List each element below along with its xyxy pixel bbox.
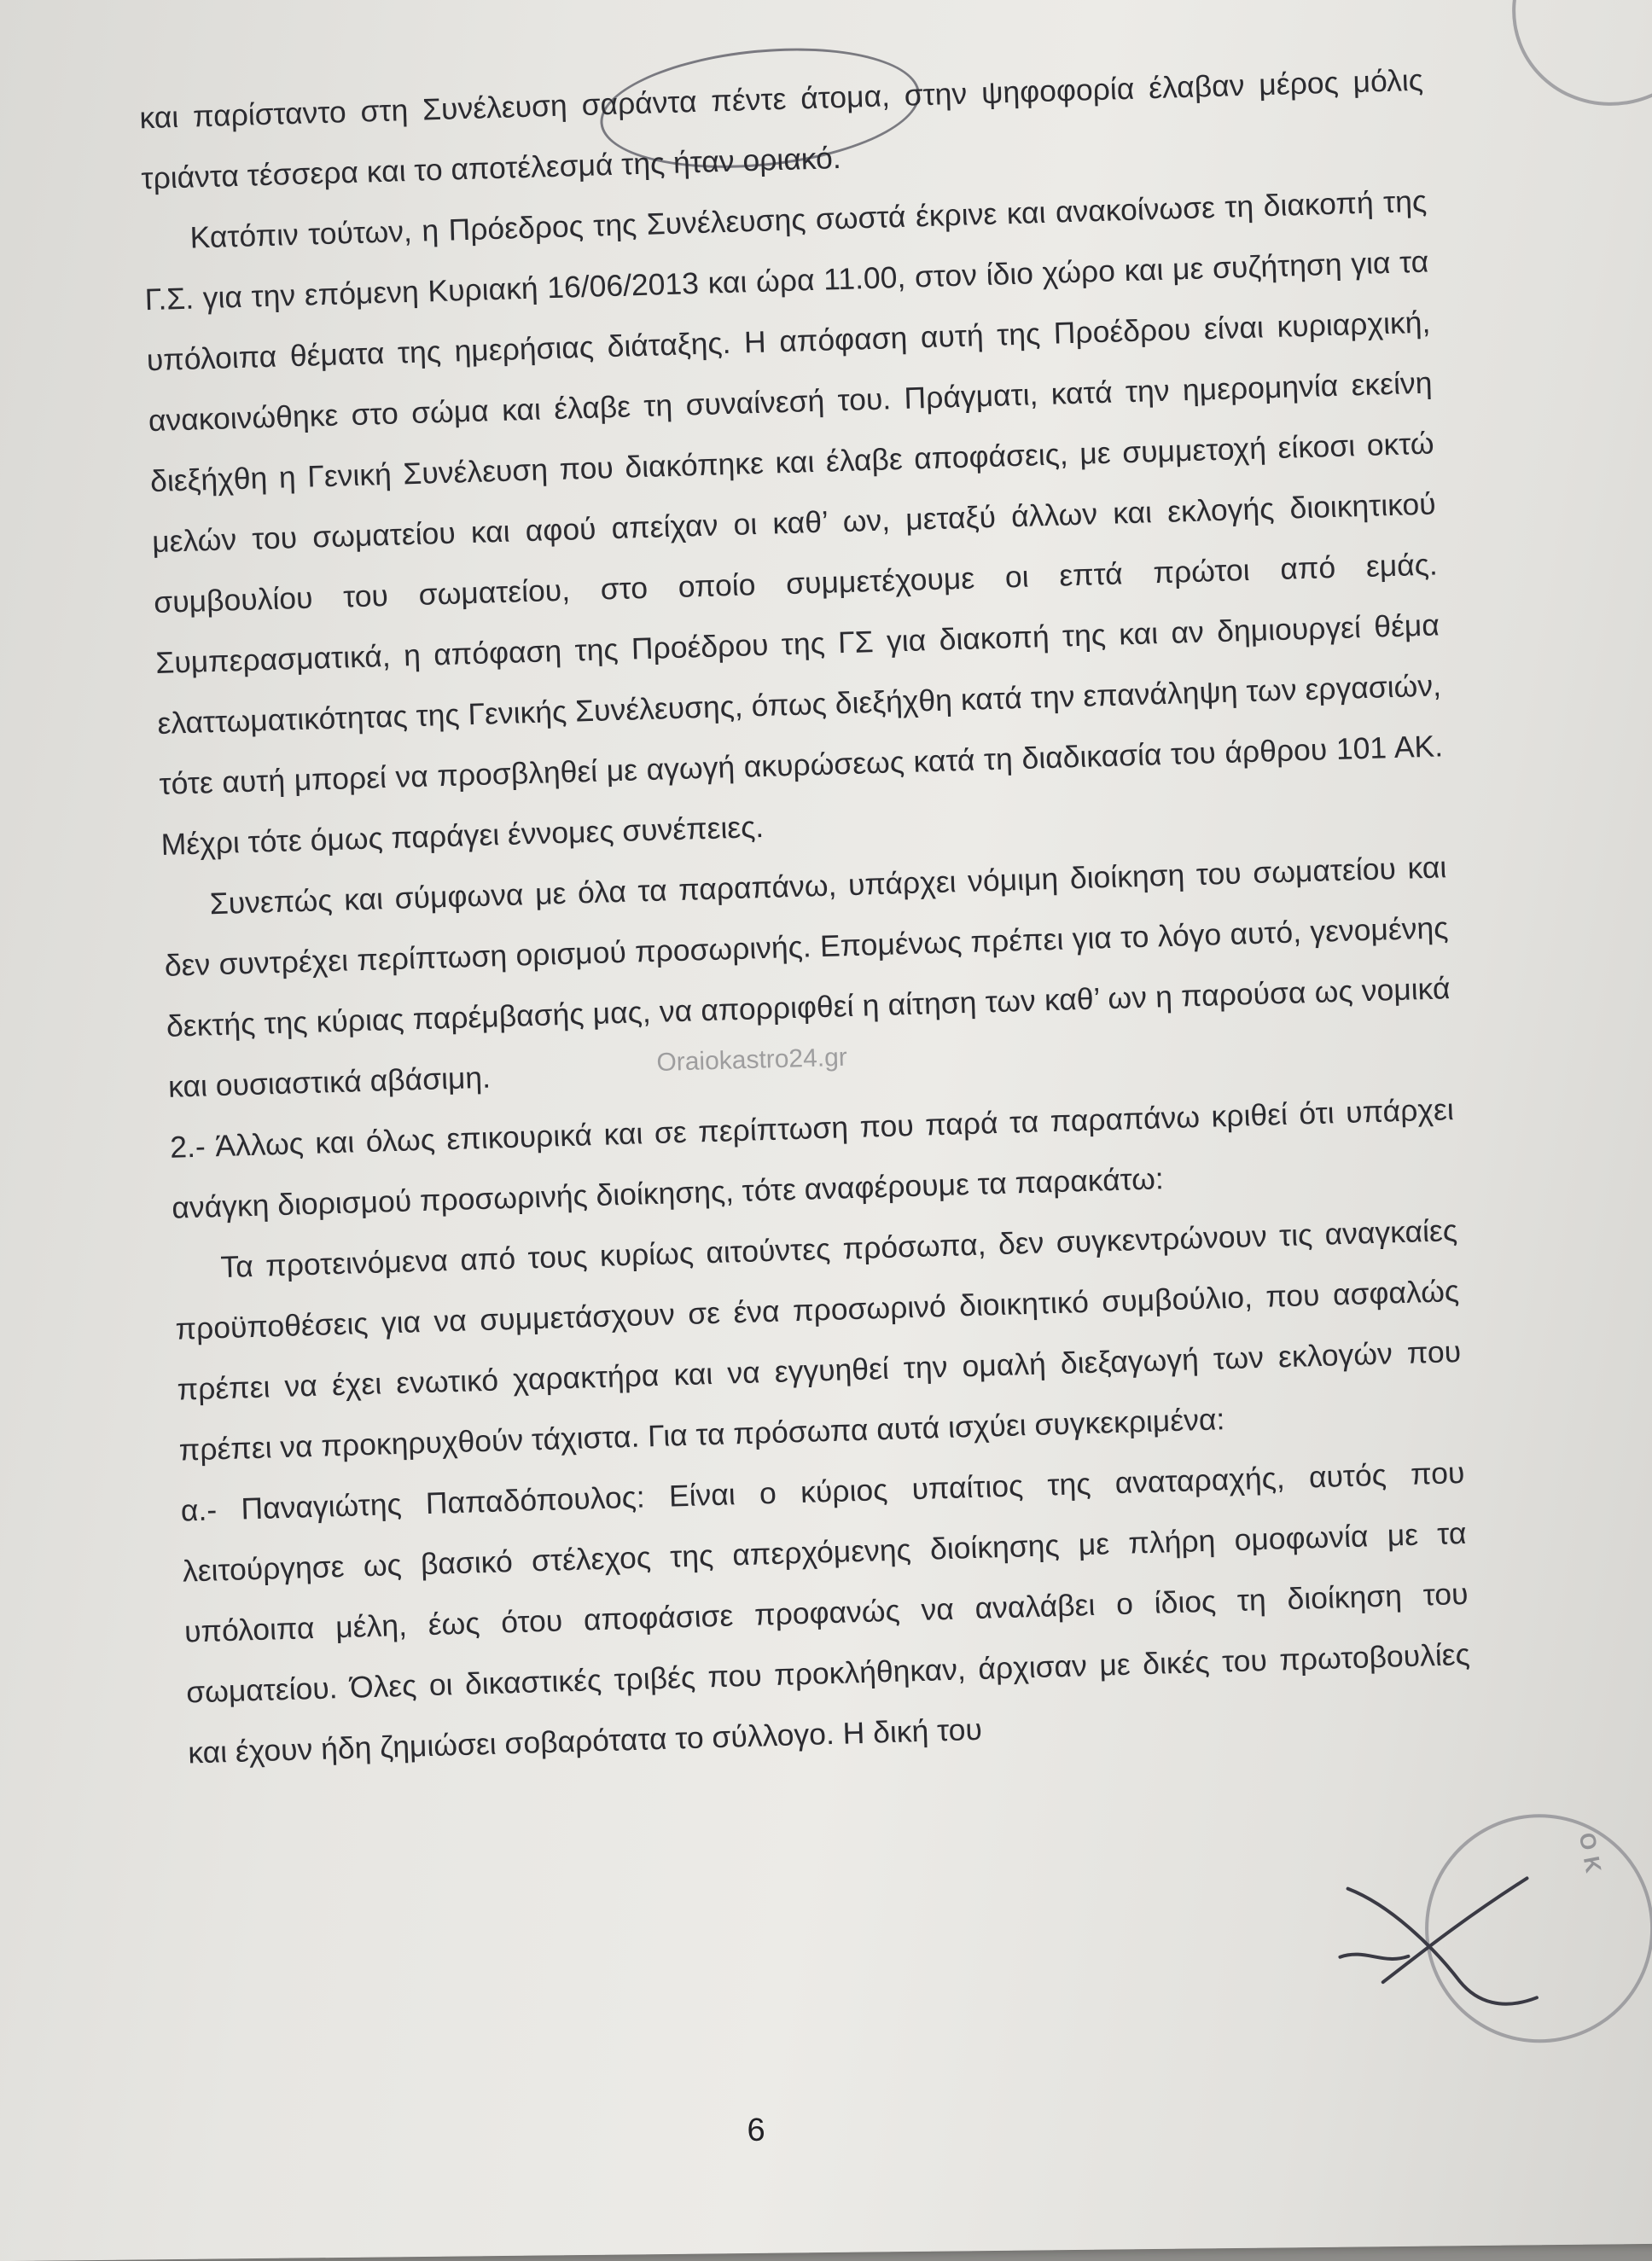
paragraph-continuation: και παρίσταντο στη Συνέλευση σαράντα πέντε άτομα, στην ψηφοφορία έλαβαν μέρος μόλις τριάντα τέσσερα και το αποτέλεσμά της ήταν οριακό. <box>138 62 1424 196</box>
stamp-bottom-right: ΟΚ <box>1406 1795 1652 2062</box>
document-body <box>138 50 1472 1784</box>
paragraph-decision: Κατόπιν τούτων, η Πρόεδρος της Συνέλευσης σωστά έκρινε και ανακοίνωσε τη διακοπή της Γ.Σ. για την επόμενη Κυριακή 16/06/2013 και ώρα 11.00, στον ίδιο χώρο και με συζήτηση για τα υπόλοιπα θέματα της ημερήσιας διάταξης. Η απόφαση αυτή της Προέδρου είναι κυριαρχική, ανακοινώθηκε στο σώμα και έλαβε τη συναίνεσή του. Πράγματι, κατά την ημερομηνία εκείνη διεξήχθη η Γενική Συνέλευση που διακόπηκε και έλαβε αποφάσεις, με συμμετοχή είκοσι οκτώ μελών του σωματείου και αφού απείχαν οι καθ’ ων, μεταξύ άλλων και εκλογής διοικητικού συμβουλίου του σωματείου, στο οποίο συμμετέχουμε οι επτά πρώτοι από εμάς. Συμπερασματικά, η απόφαση της Προέδρου της ΓΣ για διακοπή της και αν δημιουργεί θέμα ελαττωματικότητας της Γενικής Συνέλευσης, όπως διεξήχθη κατά την επανάληψη των εργασιών, τότε αυτή μπορεί να προσβληθεί με αγωγή ακυρώσεως κατά τη διαδικασία του άρθρου 101 ΑΚ. Μέχρι τότε όμως παράγει έννομες συνέπειες. <box>144 183 1444 862</box>
paragraph-conclusion: Συνεπώς και σύμφωνα με όλα τα παραπάνω, υπάρχει νόμιμη διοίκηση του σωματείου και δεν συντρέχει περίπτωση ορισμού προσωρινής. Επομένως πρέπει για το λόγο αυτό, γενομένης δεκτής της κύριας παρέμβασής μας, να απορριφθεί η αίτηση των καθ’ ων η παρούσα ως νομικά και ουσιαστικά αβάσιμη. <box>164 850 1451 1104</box>
signature-mark <box>1330 1852 1554 2017</box>
page-number: 6 <box>747 2112 765 2149</box>
paragraph-point-2: 2.- Άλλως και όλως επικουρικά και σε περίπτωση που παρά τα παραπάνω κριθεί ότι υπάρχει ανάγκη διορισμού προσωρινής διοίκησης, τότε αναφέρουμε τα παρακάτω: <box>169 1092 1455 1225</box>
paragraph-persons: Τα προτεινόμενα από τους κυρίως αιτούντες πρόσωπα, δεν συγκεντρώνουν τις αναγκαίες προϋποθέσεις για να συμμετάσχουν σε ένα προσωρινό διοικητικό συμβούλιο, που ασφαλώς πρέπει να έχει ενωτικό χαρακτήρα και να εγγυηθεί την ομαλή διεξαγωγή των εκλογών που πρέπει να προκηρυχθούν τάχιστα. Για τα πρόσωπα αυτά ισχύει συγκεκριμένα: <box>174 1213 1462 1468</box>
stamp-top-right <box>1484 0 1652 135</box>
watermark-text: Oraiokastro24.gr <box>655 1043 848 1077</box>
paragraph-point-a: α.- Παναγιώτης Παπαδόπουλος: Είναι ο κύριος υπαίτιος της αναταραχής, αυτός που λειτούργησε ως βασικό στέλεχος της απερχόμενης διοίκησης με πλήρη ομοφωνία με τα υπόλοιπα μέλη, έως ότου αποφάσισε προφανώς να αναλάβει ο ίδιος τη διοίκηση του σωματείου. Όλες οι δικαστικές τριβές που προκλήθηκαν, άρχισαν με δικές του πρωτοβουλίες και έχουν ήδη ζημιώσει σοβαρότατα το σύλλογο. Η δική του <box>180 1455 1471 1770</box>
